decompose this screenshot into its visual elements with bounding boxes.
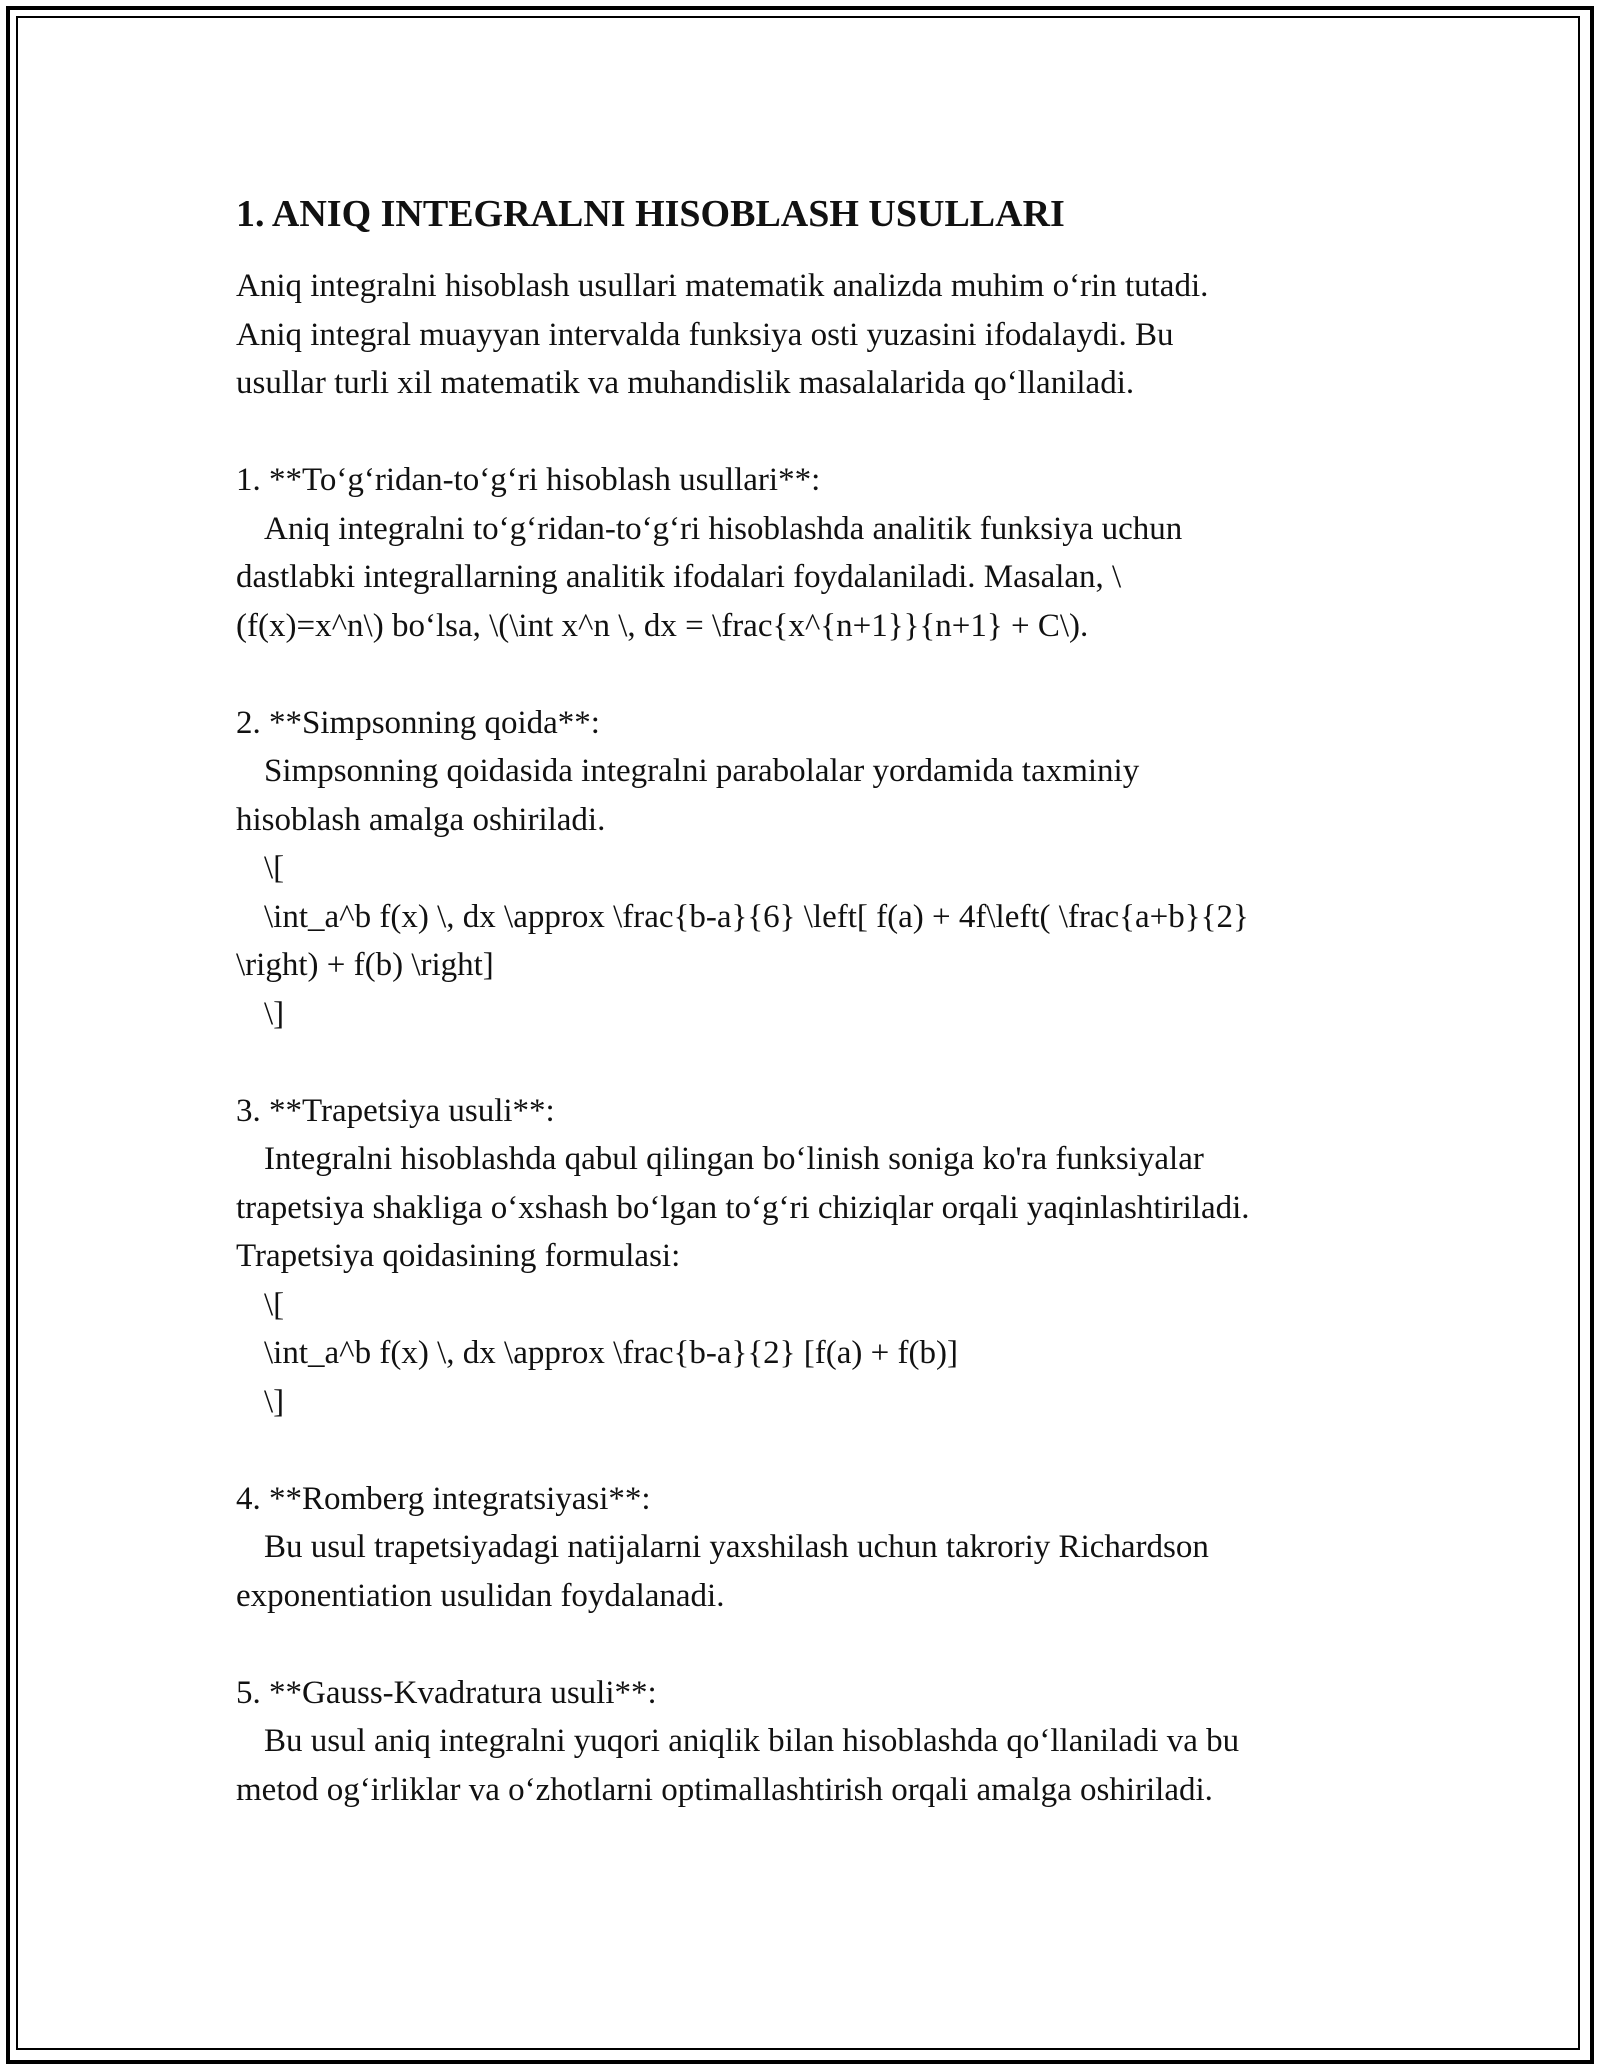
formula-line: \] (264, 1383, 285, 1420)
section-simpson-rule (236, 699, 1396, 1039)
section-text-line: hisoblash amalga oshiriladi. (236, 801, 606, 838)
section-text-line: Bu usul trapetsiyadagi natijalarni yaxshilash uchun takroriy Richardson (264, 1529, 1209, 1565)
section-heading: 5. **Gauss-Kvadratura usuli**: (236, 1674, 657, 1711)
section-text-line: trapetsiya shakliga o‘xshash bo‘lgan to‘g‘ri chiziqlar orqali yaqinlashtiriladi. (236, 1189, 1250, 1226)
section-text-line: Aniq integralni to‘g‘ridan-to‘g‘ri hisoblashda analitik funksiya uchun (264, 510, 1183, 547)
section-text-line: dastlabki integrallarning analitik ifodalari foydalaniladi. Masalan, \ (236, 559, 1122, 595)
section-text-line: metod og‘irliklar va o‘zhotlarni optimallashtirish orqali amalga oshiriladi. (236, 1771, 1213, 1808)
section-text-line: (f(x)=x^n\) bo‘lsa, \(\int x^n \, dx = \frac{x^{n+1}}{n+1} + C\). (236, 607, 1089, 644)
section-heading: 3. **Trapetsiya usuli**: (236, 1092, 555, 1129)
section-direct-method (236, 456, 1396, 650)
section-heading: 1. **To‘g‘ridan-to‘g‘ri hisoblash usullari**: (236, 462, 821, 498)
formula-line: \[ (264, 850, 285, 886)
intro-line: usullar turli xil matematik va muhandislik masalalarida qo‘llaniladi. (236, 365, 1135, 401)
formula-line: \[ (264, 1286, 285, 1323)
intro-line: Aniq integral muayyan intervalda funksiya osti yuzasini ifodalaydi. Bu (236, 316, 1174, 353)
section-romberg-integration (236, 1475, 1396, 1621)
document-title: 1. ANIQ INTEGRALNI HISOBLASH USULLARI (236, 193, 1065, 235)
formula-line: \int_a^b f(x) \, dx \approx \frac{b-a}{2} [f(a) + f(b)] (264, 1335, 958, 1371)
section-text-line: Integralni hisoblashda qabul qilingan bo‘linish soniga ko'ra funksiyalar (264, 1141, 1204, 1177)
section-heading: 2. **Simpsonning qoida**: (236, 704, 600, 741)
formula-line: \right) + f(b) \right] (236, 947, 494, 983)
section-text-line: Bu usul aniq integralni yuqori aniqlik bilan hisoblashda qo‘llaniladi va bu (264, 1723, 1240, 1759)
document-body (236, 188, 1396, 1814)
intro-line: Aniq integralni hisoblash usullari matematik analizda muhim o‘rin tutadi. (236, 268, 1209, 304)
section-text-line: exponentiation usulidan foydalanadi. (236, 1577, 725, 1614)
section-text-line: Simpsonning qoidasida integralni parabolalar yordamida taxminiy (264, 753, 1140, 789)
section-trapezoid-method (236, 1087, 1396, 1427)
formula-line: \int_a^b f(x) \, dx \approx \frac{b-a}{6} \left[ f(a) + 4f\left( \frac{a+b}{2} (264, 898, 1249, 935)
section-text-line: Trapetsiya qoidasining formulasi: (236, 1238, 681, 1274)
formula-line: \] (264, 995, 285, 1032)
section-heading: 4. **Romberg integratsiyasi**: (236, 1480, 651, 1517)
intro-paragraph (236, 262, 1396, 408)
section-gauss-quadrature (236, 1669, 1396, 1815)
